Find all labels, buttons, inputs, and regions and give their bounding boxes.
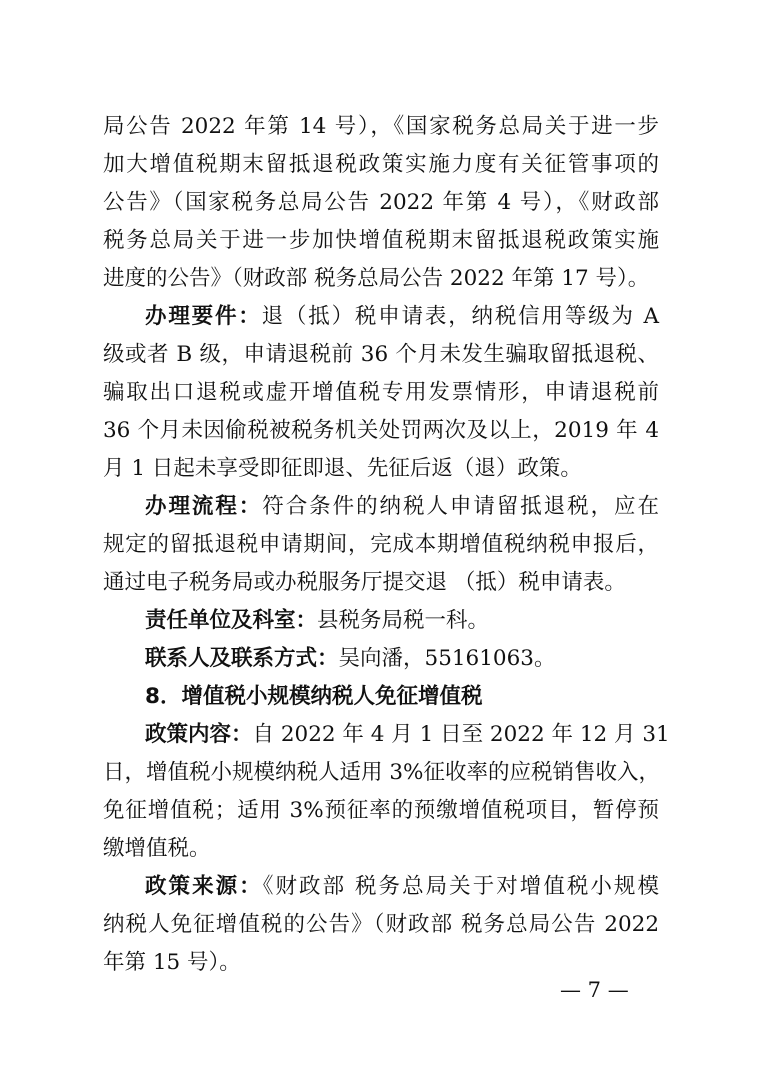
policy-source-text: 《财政部 税务总局关于对增值税小规模 [262,874,659,899]
text-line: 年第 15 号）。 [103,950,241,975]
requirements-label: 办理要件： [145,304,262,329]
text-line: 月 1 日起未享受即征即退、先征后返（退）政策。 [103,456,582,481]
policy-content-label: 政策内容： [145,722,253,747]
policy-source-line [145,868,659,906]
text-line: 骗取出口退税或虚开增值税专用发票情形，申请退税前 [103,380,659,405]
department-line [145,602,659,640]
contact-line [145,640,659,678]
contact-text: 吴向潘，55161063。 [338,646,556,671]
text-line: 进度的公告》（财政部 税务总局公告 2022 年第 17 号）。 [103,266,650,291]
text-line: 局公告 2022 年第 14 号），《国家税务总局关于进一步 [103,114,659,139]
text-line: 日，增值税小规模纳税人适用 3%征收率的应税销售收入， [103,760,660,785]
text-line: 通过电子税务局或办税服务厅提交退 （抵）税申请表。 [103,570,626,595]
contact-label: 联系人及联系方式： [145,646,339,671]
process-label: 办理流程： [145,494,263,519]
text-line: 缴增值税。 [103,836,211,861]
text-line: 加大增值税期末留抵退税政策实施力度有关征管事项的 [103,152,659,177]
policy-content-line [145,716,670,754]
requirements-line [145,298,659,336]
text-line: 规定的留抵退税申请期间，完成本期增值税纳税申报后， [103,532,659,557]
text-line: 级或者 B 级，申请退税前 36 个月未发生骗取留抵退税、 [103,342,659,367]
department-text: 县税务局税一科。 [317,608,490,633]
process-line [145,488,659,526]
text-line: 免征增值税；适用 3%预征率的预缴增值税项目，暂停预 [103,798,659,823]
text-line: 公告》（国家税务总局公告 2022 年第 4 号），《财政部 [103,190,659,215]
policy-source-label: 政策来源： [145,874,263,899]
process-text: 符合条件的纳税人申请留抵退税，应在 [262,494,659,519]
department-label: 责任单位及科室： [145,608,318,633]
requirements-text: 退（抵）税申请表，纳税信用等级为 A [261,304,659,329]
text-line: 税务总局关于进一步加快增值税期末留抵退税政策实施 [103,228,659,253]
policy-content-text: 自 2022 年 4 月 1 日至 2022 年 12 月 31 [252,722,670,747]
section-heading: 8．增值税小规模纳税人免征增值税 [145,684,483,709]
text-line: 纳税人免征增值税的公告》（财政部 税务总局公告 2022 [103,912,659,937]
page-number: — 7 — [560,978,629,1002]
text-line: 36 个月未因偷税被税务机关处罚两次及以上，2019 年 4 [103,418,659,443]
